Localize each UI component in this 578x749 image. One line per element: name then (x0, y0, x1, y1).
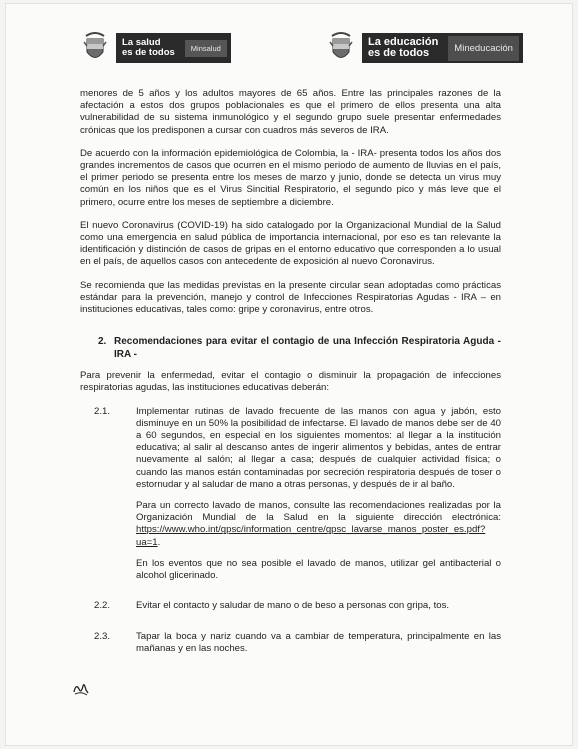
mineducacion-banner (362, 33, 523, 63)
minsalud-logo (82, 30, 231, 66)
item-text: Tapar la boca y nariz cuando va a cambiar de temperatura, principalmente en las mañanas y en las noches. (136, 630, 501, 654)
mineducacion-motto: La educación es de todos (368, 36, 439, 59)
section-number: 2. (98, 336, 107, 348)
body-paragraph: El nuevo Coronavirus (COVID-19) ha sido catalogado por la Organizacional Mundial de la Salud como una emergencia en salud pública de importancia internacional, por eso es tan relevante la identificación y distinción de casos de gripas en el entorno educativo que corresponden a lo usual en el país, de aquellos casos con antecedente de exposición al nuevo Coronavirus. (80, 219, 501, 268)
item-text: Para un correcto lavado de manos, consulte las recomendaciones realizadas por la Organización Mundial de la Salud en la siguiente dirección electrónica: (136, 500, 501, 524)
initials-signature (72, 680, 90, 696)
letterhead (6, 30, 572, 70)
mineducacion-name: Mineducación (448, 36, 519, 61)
section-intro: Para prevenir la enfermedad, evitar el contagio o disminuir la propagación de infecciones respiratorias agudas, las instituciones educativas deberán: (80, 370, 501, 394)
item-text: . (157, 536, 161, 548)
list-item (80, 631, 501, 664)
who-handwashing-link[interactable]: https://www.who.int/gpsc/information_centre/gpsc_lavarse_manos_poster_es.pdf?ua=1 (136, 524, 486, 548)
body-paragraph: Se recomienda que las medidas previstas en la presente circular sean adoptadas como prácticas estándar para la prevención, manejo y control de Infecciones Respiratorias Agudas - IRA – en instituciones educativas, tales como: gripe y coronavirus, entre otros. (80, 279, 501, 316)
item-text: Implementar rutinas de lavado frecuente de las manos con agua y jabón, esto disminuye en un 50% la posibilidad de infectarse. El lavado de manos debe ser de 40 a 60 segundos, en especial en los siguientes momentos: al llegar a la institución educativa; al salir al descanso antes de ingerir alimentos y bebidas, antes de entrar nuevamente al salón; al llegar a casa; después de cualquier actividad física; o cuando las manos están contaminadas por secreción respiratoria después de toser o estornudar y al saludar de mano a otras personas, y después de ir al baño. (136, 405, 501, 490)
document-body (80, 88, 501, 673)
document-page (6, 4, 572, 745)
minsalud-banner (116, 33, 231, 63)
mineducacion-logo (328, 30, 523, 66)
item-number: 2.1. (94, 405, 111, 417)
list-item (80, 406, 501, 592)
minsalud-motto: La salud es de todos (122, 37, 175, 58)
item-text: Evitar el contacto y saludar de mano o de beso a personas con gripa, tos. (136, 600, 450, 612)
colombia-coat-of-arms-icon (82, 30, 108, 66)
colombia-coat-of-arms-icon (328, 30, 354, 66)
item-text: En los eventos que no sea posible el lavado de manos, utilizar gel antibacterial o alcohol glicerinado. (136, 557, 501, 582)
item-number: 2.2. (94, 600, 111, 612)
section-title: Recomendaciones para evitar el contagio de una Infección Respiratoria Aguda - IRA - (114, 336, 501, 360)
list-item (80, 600, 501, 621)
body-paragraph: De acuerdo con la información epidemiológica de Colombia, la - IRA- presenta todos los años dos grandes incrementos de casos que ocurren en el mismo periodo de aumento de lluvias en el país, el primer periodo se presenta entre los meses de marzo y junio, donde se detecta un virus muy común en los niños que es el Virus Sincitial Respiratorio, el segundo pico y más leve que el primero, ocurre entre los meses de septiembre a diciembre. (80, 147, 501, 208)
minsalud-name: Minsalud (185, 40, 227, 57)
section-heading (98, 336, 501, 361)
item-text-link-paragraph (136, 500, 501, 549)
item-number: 2.3. (94, 630, 111, 642)
body-paragraph: menores de 5 años y los adultos mayores de 65 años. Entre las principales razones de la afectación a estos dos grupos poblacionales es que el primero de ellos presenta una alta vulnerabilidad de su sistema inmunológico y el segundo grupo suele presentar enfermedades crónicas que los predisponen a cursar con cuadros más severos de IRA. (80, 88, 501, 136)
